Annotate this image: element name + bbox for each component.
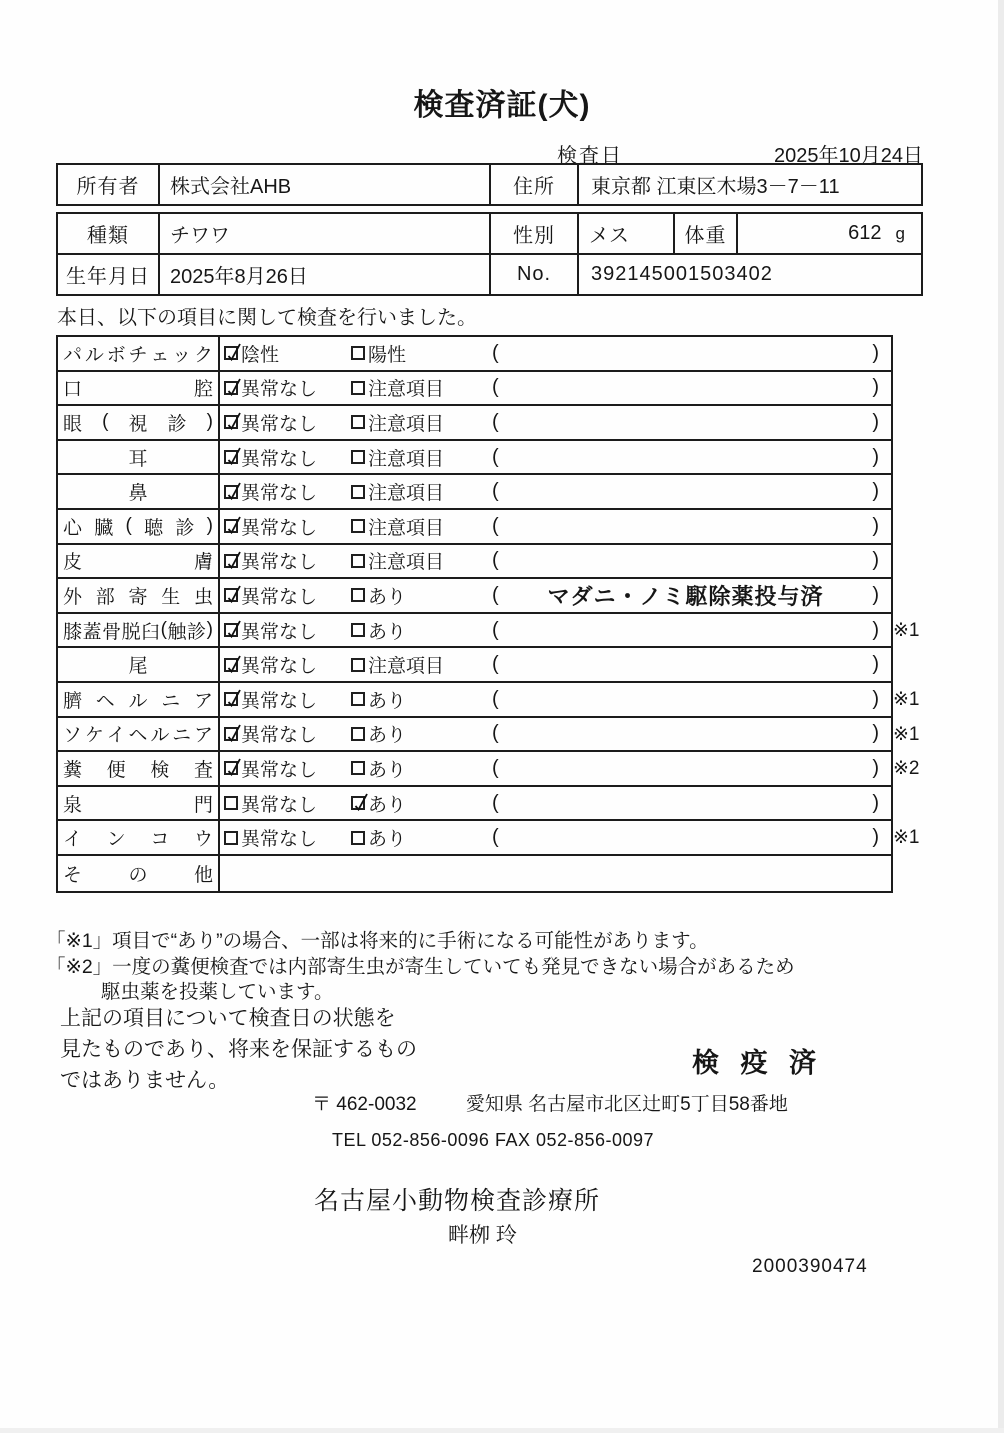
option-label: あり — [368, 794, 407, 816]
item-name-char: 寄 — [128, 586, 148, 608]
item-name-char: ク — [193, 344, 213, 366]
item-name-char: 検 — [150, 759, 170, 781]
row-options — [220, 752, 891, 785]
paren-open: ( — [492, 514, 499, 537]
item-name-char: コ — [150, 829, 170, 851]
option — [351, 478, 492, 505]
clinic-name: 名古屋小動物検査診療所 — [314, 1187, 601, 1215]
checklist-row — [58, 441, 891, 476]
row-options — [220, 718, 891, 751]
weight-unit: g — [895, 223, 905, 243]
checklist-row — [58, 683, 920, 718]
checklist-row — [58, 545, 891, 580]
option — [220, 686, 351, 713]
option-label: 注意項目 — [368, 656, 445, 678]
quarantine-stamp: 検 疫 済 — [692, 1048, 824, 1078]
unchecked-checkbox — [224, 796, 238, 810]
checked-checkbox — [351, 796, 365, 810]
owner-table — [56, 163, 923, 206]
item-name — [58, 337, 220, 370]
paren-field — [492, 411, 891, 434]
option-label: 注意項目 — [368, 552, 445, 574]
option-label: 注意項目 — [368, 448, 445, 470]
paren-close: ) — [872, 687, 879, 710]
pet-info-table — [56, 212, 923, 296]
paren-open: ( — [492, 618, 499, 641]
item-name-char: 診 — [187, 621, 207, 643]
unchecked-checkbox — [351, 381, 365, 395]
option-label: 異常なし — [241, 483, 318, 505]
paren-open: ( — [492, 341, 499, 364]
item-name-char: ( — [160, 619, 167, 641]
option-label: あり — [368, 586, 407, 608]
option — [351, 617, 492, 644]
footnote-2-continued: 駆虫薬を投薬しています。 — [101, 981, 334, 1003]
unchecked-checkbox — [351, 727, 365, 741]
item-name-char: 外 — [63, 586, 83, 608]
item-name-char: ア — [193, 725, 213, 747]
item-name-char: 他 — [193, 864, 213, 886]
unchecked-checkbox — [351, 485, 365, 499]
item-name-char: 眼 — [63, 413, 83, 435]
weight-value — [738, 214, 921, 253]
paren-close: ) — [872, 618, 879, 641]
item-name-char: チ — [128, 344, 148, 366]
birth-label: 生年月日 — [58, 255, 160, 294]
item-name-char: 骨 — [102, 621, 122, 643]
item-name-char: ソ — [63, 725, 83, 747]
paren-close: ) — [872, 549, 879, 572]
option — [351, 651, 492, 678]
option — [220, 374, 351, 401]
item-name-char: ル — [84, 344, 104, 366]
option-label: あり — [368, 621, 407, 643]
no-value: 392145001503402 — [591, 263, 773, 285]
paren-field — [492, 580, 891, 611]
paren-field — [492, 342, 891, 365]
unchecked-checkbox — [351, 554, 365, 568]
item-name-char: ニ — [172, 725, 192, 747]
item-name-char: 診 — [167, 413, 187, 435]
checklist-row — [58, 821, 920, 856]
item-name-char: 泉 — [63, 794, 83, 816]
item-name-char: ッ — [172, 344, 192, 366]
item-name-char: 鼻 — [128, 483, 148, 505]
paren-close: ) — [872, 826, 879, 849]
option — [351, 547, 492, 574]
checked-checkbox — [224, 346, 238, 360]
disclaimer-line: 上記の項目について検査日の状態を — [60, 1007, 396, 1030]
item-name — [58, 441, 220, 474]
paren-open: ( — [492, 480, 499, 503]
option — [220, 651, 351, 678]
paren-close: ) — [872, 722, 879, 745]
paren-field — [492, 722, 891, 745]
row-options — [220, 648, 891, 681]
checked-checkbox — [224, 727, 238, 741]
paren-open: ( — [492, 791, 499, 814]
breed-value: チワワ — [160, 214, 491, 253]
option-label: 異常なし — [241, 829, 318, 851]
paren-field — [492, 549, 891, 572]
option — [351, 755, 492, 782]
footnote-marker: ※1 — [893, 723, 920, 745]
item-name-char: ア — [193, 690, 213, 712]
checked-checkbox — [224, 761, 238, 775]
row-options — [220, 441, 891, 474]
item-name-char: 脱 — [121, 621, 141, 643]
paren-close: ) — [872, 480, 879, 503]
item-name-char: ボ — [106, 344, 126, 366]
option — [220, 513, 351, 540]
sex-value: メス — [579, 214, 675, 253]
postal-mark: 〒 — [312, 1094, 332, 1115]
row-options — [220, 787, 891, 820]
birth-value: 2025年8月26日 — [160, 255, 491, 294]
option-label: 異常なし — [241, 517, 318, 539]
option — [351, 686, 492, 713]
item-name — [58, 406, 220, 439]
option-label: 異常なし — [241, 621, 318, 643]
unchecked-checkbox — [351, 450, 365, 464]
option-label: 異常なし — [241, 759, 318, 781]
checklist-table — [56, 335, 920, 893]
row-options — [220, 821, 891, 854]
owner-label: 所有者 — [58, 165, 160, 204]
paren-open: ( — [492, 687, 499, 710]
owner-name: 株式会社AHB — [160, 165, 491, 204]
item-name-char: 門 — [193, 794, 213, 816]
option — [220, 755, 351, 782]
item-name-char: ヘ — [128, 725, 148, 747]
paren-field — [492, 792, 891, 815]
paren-open: ( — [492, 653, 499, 676]
option — [220, 790, 351, 817]
item-name-char: 膚 — [193, 552, 213, 574]
paren-close: ) — [872, 583, 879, 606]
checklist-row — [58, 475, 891, 510]
paren-field — [492, 480, 891, 503]
option-label: あり — [368, 690, 407, 712]
paren-open: ( — [492, 583, 499, 606]
item-name-char: 糞 — [63, 759, 83, 781]
checklist-row — [58, 406, 891, 441]
paren-field — [492, 757, 891, 780]
option-label: 異常なし — [241, 586, 318, 608]
paren-open: ( — [492, 826, 499, 849]
option — [351, 513, 492, 540]
paren-open: ( — [492, 722, 499, 745]
scan-edge-right — [998, 0, 1004, 1433]
unchecked-checkbox — [351, 692, 365, 706]
paren-field — [492, 619, 891, 642]
item-name-char: ル — [128, 690, 148, 712]
item-name — [58, 648, 220, 681]
checked-checkbox — [224, 450, 238, 464]
option-label: 異常なし — [241, 552, 318, 574]
option — [220, 617, 351, 644]
item-name-char: 蓋 — [82, 621, 102, 643]
row-options — [220, 406, 891, 439]
checklist-row — [58, 337, 891, 372]
paren-close: ) — [872, 445, 879, 468]
paren-close: ) — [872, 791, 879, 814]
row-options — [220, 579, 891, 612]
page-title: 検査済証(犬) — [413, 89, 591, 122]
item-name — [58, 510, 220, 543]
row-options — [220, 614, 891, 647]
option — [351, 720, 492, 747]
option-label: 注意項目 — [368, 517, 445, 539]
examiner-name: 畔栁 玲 — [448, 1224, 517, 1247]
option-label: 異常なし — [241, 413, 318, 435]
item-name-char: 心 — [63, 517, 83, 539]
owner-address: 東京都 江東区木場3－7－11 — [591, 176, 840, 198]
item-name — [58, 372, 220, 405]
footnote-marker: ※1 — [893, 619, 920, 641]
item-name-char: ウ — [193, 829, 213, 851]
paren-field — [492, 446, 891, 469]
option-label: 陰性 — [241, 344, 280, 366]
option — [351, 340, 492, 367]
paren-open: ( — [492, 756, 499, 779]
paren-open: ( — [492, 445, 499, 468]
item-name — [58, 787, 220, 820]
serial-number: 2000390474 — [752, 1256, 868, 1277]
item-name-char: 臍 — [63, 690, 83, 712]
item-name-char: ェ — [150, 344, 170, 366]
checklist-row — [58, 579, 891, 614]
checked-checkbox — [224, 658, 238, 672]
item-name-char: 口 — [63, 379, 83, 401]
paren-close: ) — [872, 341, 879, 364]
address-label: 住所 — [491, 165, 579, 204]
paren-field — [492, 653, 891, 676]
item-name-char: 皮 — [63, 552, 83, 574]
item-name-char: パ — [63, 344, 83, 366]
disclaimer-line: 見たものであり、将来を保証するもの — [60, 1038, 417, 1061]
item-name-char: ) — [206, 515, 213, 537]
paren-field — [492, 826, 891, 849]
item-name-char: ( — [102, 411, 109, 433]
option — [351, 444, 492, 471]
no-label: No. — [491, 255, 579, 294]
paren-close: ) — [872, 653, 879, 676]
checklist-row — [58, 856, 891, 891]
item-name-char: の — [128, 864, 148, 886]
option-label: 異常なし — [241, 448, 318, 470]
item-name-char: 虫 — [193, 586, 213, 608]
unchecked-checkbox — [351, 831, 365, 845]
paren-close: ) — [872, 514, 879, 537]
item-name-char: 診 — [175, 517, 195, 539]
weight-label: 体重 — [675, 214, 738, 253]
option-label: 注意項目 — [368, 379, 445, 401]
option — [351, 374, 492, 401]
paren-field — [492, 515, 891, 538]
item-name — [58, 683, 220, 716]
option-label: あり — [368, 829, 407, 851]
row-options — [220, 337, 891, 370]
item-name-char: 聴 — [144, 517, 164, 539]
checklist-row — [58, 752, 920, 787]
row-options — [220, 475, 891, 508]
option — [220, 340, 351, 367]
tel-fax-line: TEL 052-856-0096 FAX 052-856-0097 — [332, 1130, 655, 1150]
item-name-char: ) — [206, 619, 213, 641]
item-name — [58, 821, 220, 854]
scan-edge-bottom — [0, 1428, 1004, 1433]
item-name-char: ニ — [161, 690, 181, 712]
item-name-char: 耳 — [128, 448, 148, 470]
option — [351, 582, 492, 609]
footnote-marker: ※1 — [893, 688, 920, 710]
breed-label: 種類 — [58, 214, 160, 253]
paren-field — [492, 376, 891, 399]
item-name-char: 臓 — [94, 517, 114, 539]
option-label: 陽性 — [368, 344, 407, 366]
item-name-char: イ — [106, 725, 126, 747]
footnote-marker: ※2 — [893, 758, 920, 780]
option — [220, 409, 351, 436]
checked-checkbox — [224, 519, 238, 533]
item-name-char: 腔 — [193, 379, 213, 401]
footnote-1: 「※1」項目で“あり”の場合、一部は将来的に手術になる可能性があります。 — [46, 930, 709, 952]
option-label: 注意項目 — [368, 413, 445, 435]
checklist-row — [58, 648, 891, 683]
item-name — [58, 614, 220, 647]
clinic-address-line — [312, 1089, 788, 1116]
item-name-char: 膝 — [63, 621, 83, 643]
option-label: 注意項目 — [368, 483, 445, 505]
item-name — [58, 718, 220, 751]
unchecked-checkbox — [351, 623, 365, 637]
unchecked-checkbox — [351, 519, 365, 533]
checklist-row — [58, 614, 920, 649]
row-options — [220, 372, 891, 405]
item-name-char: ン — [106, 829, 126, 851]
item-name-char: ル — [150, 725, 170, 747]
sex-label: 性別 — [491, 214, 579, 253]
option — [220, 478, 351, 505]
option — [220, 824, 351, 851]
option — [220, 582, 351, 609]
disclaimer — [60, 1003, 417, 1096]
paren-open: ( — [492, 410, 499, 433]
item-name-char: 生 — [161, 586, 181, 608]
exam-date-label: 検査日 — [557, 145, 623, 167]
checked-checkbox — [224, 415, 238, 429]
paren-close: ) — [872, 376, 879, 399]
unchecked-checkbox — [224, 831, 238, 845]
paren-close: ) — [872, 756, 879, 779]
paren-field — [492, 688, 891, 711]
disclaimer-line: ではありません。 — [60, 1069, 230, 1092]
row-options — [220, 683, 891, 716]
paren-note: マダニ・ノミ駆除薬投与済 — [547, 583, 824, 609]
item-name — [58, 856, 220, 891]
checklist-row — [58, 787, 891, 822]
paren-close: ) — [872, 410, 879, 433]
unchecked-checkbox — [351, 415, 365, 429]
checklist-row — [58, 718, 920, 753]
unchecked-checkbox — [351, 761, 365, 775]
option-label: 異常なし — [241, 379, 318, 401]
checked-checkbox — [224, 588, 238, 602]
item-name-char: 臼 — [141, 621, 161, 643]
option-label: 異常なし — [241, 690, 318, 712]
item-name — [58, 475, 220, 508]
item-name-char: ) — [206, 411, 213, 433]
weight-number: 612 — [848, 222, 882, 244]
item-name-char: そ — [63, 864, 83, 886]
item-name-char: 便 — [106, 759, 126, 781]
row-options — [220, 856, 891, 891]
option-label: あり — [368, 725, 407, 747]
option-label: 異常なし — [241, 794, 318, 816]
item-name-char: 触 — [167, 621, 187, 643]
item-name-char: ( — [125, 515, 132, 537]
option-label: 異常なし — [241, 656, 318, 678]
intro-text: 本日、以下の項目に関して検査を行いました。 — [57, 307, 477, 329]
row-options — [220, 545, 891, 578]
item-name — [58, 579, 220, 612]
unchecked-checkbox — [351, 346, 365, 360]
option — [220, 720, 351, 747]
checklist-row — [58, 372, 891, 407]
item-name-char: 部 — [95, 586, 115, 608]
item-name-char: 視 — [128, 413, 148, 435]
option-label: 異常なし — [241, 725, 318, 747]
paren-open: ( — [492, 549, 499, 572]
option — [220, 444, 351, 471]
checklist-row — [58, 510, 891, 545]
item-name-char: ケ — [84, 725, 104, 747]
postal-code: 462-0032 — [336, 1094, 417, 1115]
option — [220, 547, 351, 574]
footnote-2: 「※2」一度の糞便検査では内部寄生虫が寄生していても発見できない場合があるため — [46, 956, 795, 978]
item-name — [58, 545, 220, 578]
item-name — [58, 752, 220, 785]
option-label: あり — [368, 759, 407, 781]
checked-checkbox — [224, 623, 238, 637]
option — [351, 790, 492, 817]
row-options — [220, 510, 891, 543]
unchecked-checkbox — [351, 588, 365, 602]
clinic-address: 愛知県 名古屋市北区辻町5丁目58番地 — [465, 1094, 788, 1115]
item-name-char: イ — [63, 829, 83, 851]
unchecked-checkbox — [351, 658, 365, 672]
item-name-char: ヘ — [95, 690, 115, 712]
checked-checkbox — [224, 554, 238, 568]
item-name-char: 査 — [193, 759, 213, 781]
checked-checkbox — [224, 485, 238, 499]
exam-date-value: 2025年10月24日 — [774, 145, 923, 167]
checked-checkbox — [224, 381, 238, 395]
checked-checkbox — [224, 692, 238, 706]
option — [351, 409, 492, 436]
item-name-char: 尾 — [128, 656, 148, 678]
paren-open: ( — [492, 376, 499, 399]
option — [351, 824, 492, 851]
footnote-marker: ※1 — [893, 827, 920, 849]
